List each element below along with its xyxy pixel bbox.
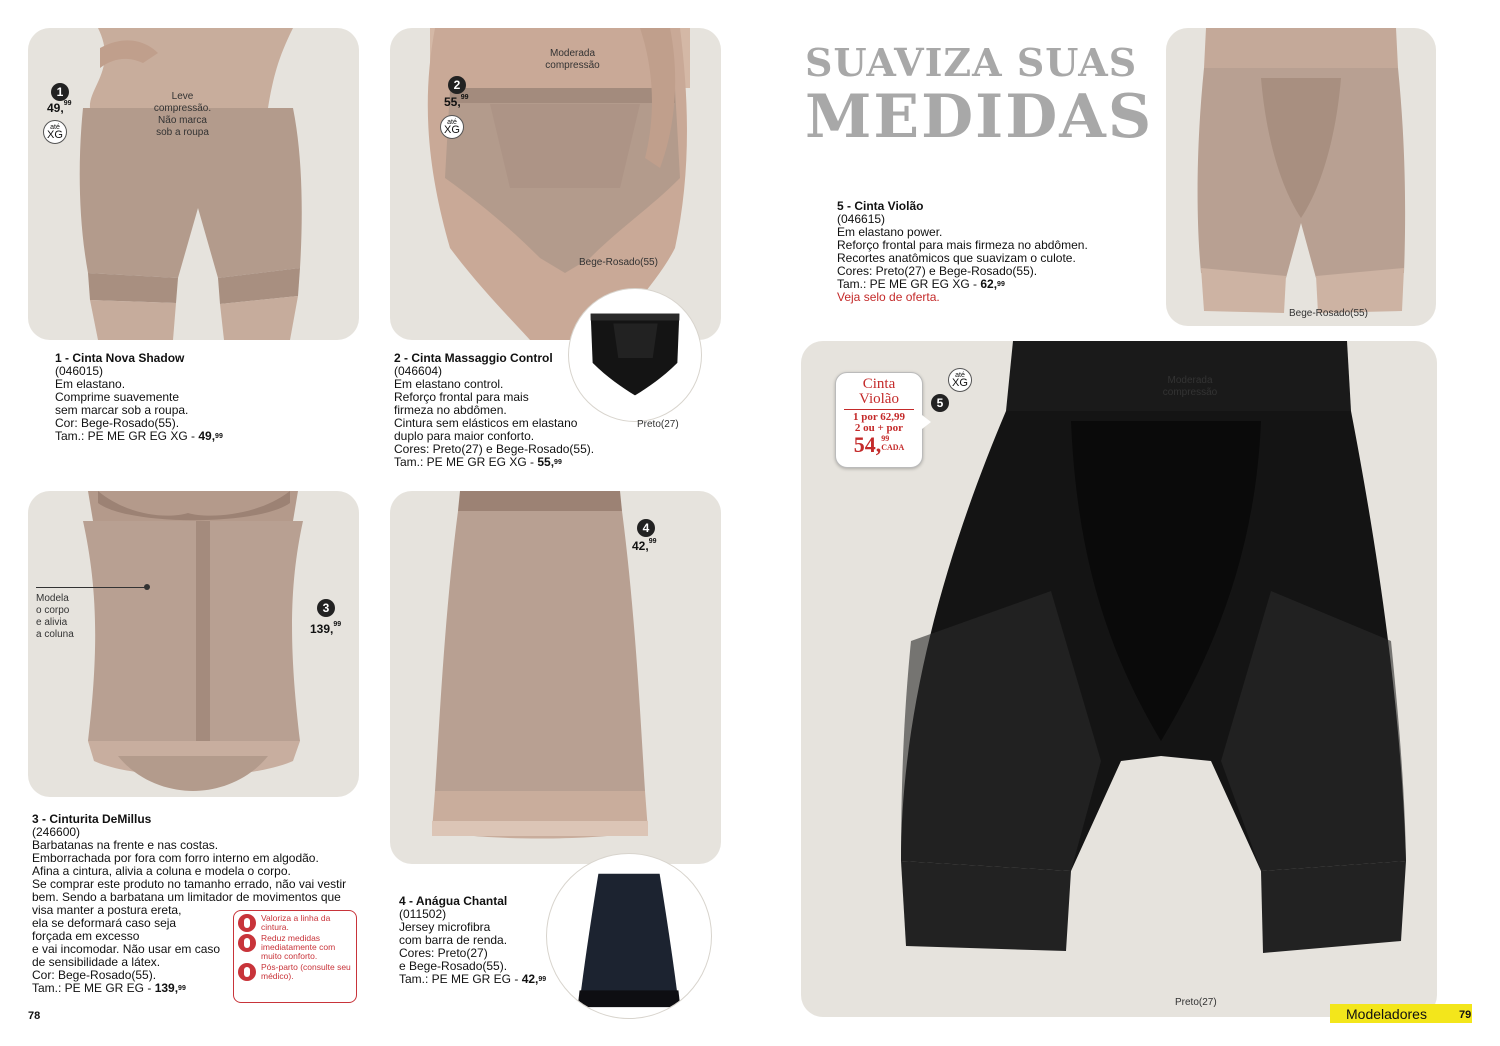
sizes-text: Tam.: PE ME GR EG - xyxy=(32,981,155,995)
sizes-price: 55, xyxy=(537,455,555,469)
product-detail-line: Cor: Bege-Rosado(55). xyxy=(32,968,157,982)
note-line: sob a roupa xyxy=(156,127,209,138)
benefit-text: Reduz medidas imediatamente com muito conforto. xyxy=(261,933,336,961)
benefit-item xyxy=(238,963,352,981)
product-title[interactable]: 4 - Anágua Chantal xyxy=(399,894,508,908)
product-2-number: 2 xyxy=(448,76,466,94)
section-label: Modeladores xyxy=(1346,1006,1427,1022)
product-3-note-pointer xyxy=(36,587,146,588)
price-cents: 99 xyxy=(460,94,469,101)
note-line: e alivia xyxy=(36,617,68,628)
product-detail-line: duplo para maior conforto. xyxy=(394,429,535,443)
product-code: (046615) xyxy=(837,212,886,226)
product-detail-line: e vai incomodar. Não usar em caso xyxy=(32,942,221,956)
product-4-photo[interactable] xyxy=(390,491,721,864)
product-3-note xyxy=(36,593,82,641)
note-line: compressão. xyxy=(153,103,212,114)
offer-price-unit: CADA xyxy=(881,443,905,452)
product-detail-line: Reforço frontal para mais xyxy=(394,390,529,404)
price-int: 42, xyxy=(632,539,649,553)
offer-link[interactable]: Veja selo de oferta. xyxy=(837,290,940,304)
product-4-price xyxy=(632,539,656,553)
product-detail-line: Cintura sem elásticos em elastano xyxy=(394,416,578,430)
sizes-cents: 99 xyxy=(538,976,547,983)
product-title[interactable]: 2 - Cinta Massaggio Control xyxy=(394,351,553,365)
product-detail-line: Em elastano. xyxy=(55,377,126,391)
shaper-shorts-nude-image xyxy=(28,28,359,340)
size-badge-label: XG xyxy=(444,124,460,136)
product-detail-line: Reforço frontal para mais firmeza no abdômen. xyxy=(837,238,1088,252)
product-2-description xyxy=(394,352,594,469)
note-line: Não marca xyxy=(158,115,207,126)
product-1-photo[interactable] xyxy=(28,28,359,340)
product-5-nude-photo[interactable] xyxy=(1166,28,1436,326)
product-title[interactable]: 1 - Cinta Nova Shadow xyxy=(55,351,185,365)
product-detail-line: Cores: Preto(27) e Bege-Rosado(55). xyxy=(394,442,595,456)
product-detail-line: bem. Sendo a barbatana um limitador de movimentos que xyxy=(32,890,341,904)
offer-badge-price xyxy=(836,434,922,457)
sizes-cents: 99 xyxy=(178,985,186,992)
product-detail-line: Cor: Bege-Rosado(55). xyxy=(55,416,180,430)
offer-price-suffix xyxy=(881,434,904,452)
offer-price-int: 54, xyxy=(853,432,882,457)
product-2-size-badge xyxy=(440,115,464,139)
product-1-size-badge xyxy=(43,120,67,144)
size-badge-top: até xyxy=(955,372,965,379)
product-3-note-dot xyxy=(144,584,150,590)
size-badge-top: até xyxy=(447,119,457,126)
offer-badge-line2: 2 ou + por xyxy=(854,422,904,434)
product-detail-line: forçada em excesso xyxy=(32,929,140,943)
note-line: Moderada xyxy=(549,48,596,59)
product-3-photo[interactable] xyxy=(28,491,359,797)
note-line: Modela xyxy=(36,593,69,604)
product-code: (011502) xyxy=(399,907,447,921)
offer-badge-divider xyxy=(844,409,914,410)
product-3-price xyxy=(310,622,341,636)
offer-price-cents: 99 xyxy=(881,434,890,443)
waist-cincher-nude-image xyxy=(28,491,359,797)
product-3-number: 3 xyxy=(317,599,335,617)
product-detail-line: firmeza no abdômen. xyxy=(394,403,507,417)
right-page-number: 79 xyxy=(1459,1009,1472,1021)
price-cents: 99 xyxy=(333,621,342,628)
size-badge-top: até xyxy=(50,124,60,131)
price-cents: 99 xyxy=(648,538,657,545)
note-line: a coluna xyxy=(36,629,74,640)
sizes-text: Tam.: PE ME GR EG - xyxy=(399,972,522,986)
half-slip-nude-image xyxy=(390,491,721,864)
note-line: Leve xyxy=(171,91,194,102)
price-cents: 99 xyxy=(63,100,72,107)
product-code: (046015) xyxy=(55,364,104,378)
product-4-number: 4 xyxy=(637,519,655,537)
note-line: compressão xyxy=(545,60,600,71)
product-detail-line: sem marcar sob a roupa. xyxy=(55,403,189,417)
price-int: 139, xyxy=(310,622,334,636)
note-line: Moderada xyxy=(1167,375,1213,386)
product-detail-line: e Bege-Rosado(55). xyxy=(399,959,508,973)
measure-icon xyxy=(238,934,256,952)
product-sizes xyxy=(394,456,594,469)
size-badge-label: XG xyxy=(47,129,63,141)
waist-icon xyxy=(238,914,256,932)
offer-badge-line1: 1 por 62,99 xyxy=(852,411,906,423)
product-5-note xyxy=(1150,375,1230,399)
note-line: o corpo xyxy=(36,605,70,616)
product-title[interactable]: 3 - Cinturita DeMillus xyxy=(32,812,152,826)
sizes-text: Tam.: PE ME GR EG XG - xyxy=(55,429,199,443)
sizes-price: 49, xyxy=(198,429,216,443)
product-5-description xyxy=(837,200,1088,304)
sizes-price: 62, xyxy=(980,277,998,291)
product-detail-line: com barra de renda. xyxy=(399,933,508,947)
product-sizes xyxy=(55,430,223,443)
product-5-number: 5 xyxy=(931,394,949,412)
product-1-number: 1 xyxy=(51,83,69,101)
product-2-note xyxy=(535,48,610,72)
product-detail-line: Recortes anatômicos que suavizam o culote. xyxy=(837,251,1076,265)
section-label-bar xyxy=(1330,1004,1472,1023)
price-int: 55, xyxy=(444,95,461,109)
sizes-price: 139, xyxy=(154,981,179,995)
size-badge-label: XG xyxy=(952,377,968,389)
sizes-cents: 99 xyxy=(554,459,562,466)
product-detail-line: de sensibilidade a látex. xyxy=(32,955,161,969)
sizes-cents: 99 xyxy=(215,433,223,440)
headline-line-1: SUAVIZA SUAS xyxy=(805,40,1138,85)
benefit-item xyxy=(238,934,352,961)
note-line: compressão xyxy=(1162,387,1218,398)
product-title[interactable]: 5 - Cinta Violão xyxy=(837,199,924,213)
product-detail-line: Afina a cintura, alivia a coluna e modela o corpo. xyxy=(32,864,291,878)
product-4-black-variant-photo[interactable] xyxy=(546,853,712,1019)
benefit-text: Pós-parto (consulte seu médico). xyxy=(261,962,351,981)
product-2-color-tag-black: Preto(27) xyxy=(637,419,679,430)
sizes-cents: 99 xyxy=(997,281,1005,288)
sizes-text: Tam.: PE ME GR EG XG - xyxy=(837,277,981,291)
half-slip-black-image xyxy=(547,854,711,1018)
product-sizes xyxy=(399,973,546,986)
shaper-shorts-violao-nude-image xyxy=(1166,28,1436,326)
product-detail-line: Cores: Preto(27) xyxy=(399,946,488,960)
offer-badge[interactable] xyxy=(835,372,923,468)
product-1-price xyxy=(47,101,71,115)
postpartum-icon xyxy=(238,963,256,981)
product-2-color-tag: Bege-Rosado(55) xyxy=(579,257,658,268)
product-3-benefits xyxy=(233,910,357,1003)
product-5-color-tag-black: Preto(27) xyxy=(1175,997,1217,1008)
benefit-text: Valoriza a linha da cintura. xyxy=(261,913,331,932)
headline-line-2: MEDIDAS xyxy=(805,82,1154,152)
product-5-size-badge xyxy=(948,368,972,392)
product-detail-line: visa manter a postura ereta, xyxy=(32,903,182,917)
product-5-color-tag: Bege-Rosado(55) xyxy=(1289,308,1368,319)
price-int: 49, xyxy=(47,101,64,115)
product-1-note xyxy=(145,91,220,139)
product-detail-line: Jersey microfibra xyxy=(399,920,491,934)
product-4-description xyxy=(399,895,546,986)
product-2-price xyxy=(444,95,468,109)
product-code: (246600) xyxy=(32,825,81,839)
product-detail-line: Em elastano power. xyxy=(837,225,943,239)
product-code: (046604) xyxy=(394,364,443,378)
product-detail-line: ela se deformará caso seja xyxy=(32,916,177,930)
benefit-item xyxy=(238,914,352,932)
product-detail-line: Se comprar este produto no tamanho errado, não vai vestir xyxy=(32,877,347,891)
offer-badge-title: Cinta Violão xyxy=(859,376,899,407)
product-detail-line: Emborrachada por fora com forro interno em algodão. xyxy=(32,851,319,865)
product-detail-line: Comprime suavemente xyxy=(55,390,180,404)
sizes-price: 42, xyxy=(521,972,539,986)
product-1-description xyxy=(55,352,223,443)
product-detail-line: Cores: Preto(27) e Bege-Rosado(55). xyxy=(837,264,1038,278)
product-detail-line: Em elastano control. xyxy=(394,377,504,391)
left-page-number: 78 xyxy=(28,1010,41,1022)
product-detail-line: Barbatanas na frente e nas costas. xyxy=(32,838,219,852)
sizes-text: Tam.: PE ME GR EG XG - xyxy=(394,455,538,469)
